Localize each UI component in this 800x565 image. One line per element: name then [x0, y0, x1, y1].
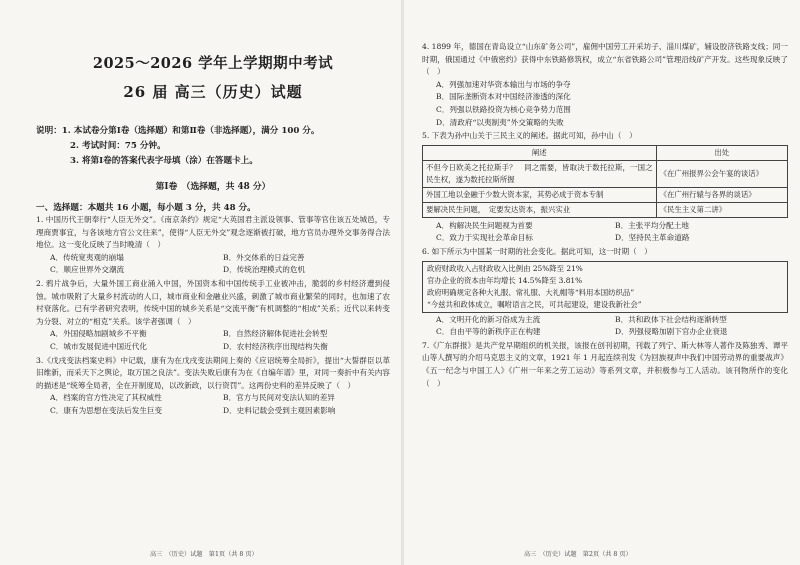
option-b: B．共和政体下社会结构逐渐转型 — [615, 314, 727, 324]
exam-title-year: 2025～2026 学年上学期期中考试 — [92, 55, 334, 72]
question-stem: 6. 如下所示为中国某一时期的社会变化。据此可知，这一时期（ ） — [422, 246, 652, 256]
question-5 — [422, 130, 788, 245]
box-line: 政府明确规定各种大礼服、常礼服、大礼帽等“料用本国纺织品” — [427, 287, 635, 297]
option-d: D．史料记载会受到主观因素影响 — [223, 405, 336, 415]
option-b: B．官方与民间对变法认知的差异 — [223, 393, 335, 403]
option-a: A．传统宽夷观的崩塌 — [50, 252, 124, 262]
option-c: C．城市发展促进中国近代化 — [50, 341, 147, 351]
table-header-source: 出处 — [656, 145, 787, 160]
table-row — [423, 160, 788, 187]
volume-heading: 第Ⅰ卷 （选择题，共 48 分） — [155, 182, 271, 192]
table-header-quote: 阐述 — [423, 145, 657, 160]
box-line: 政府财政收入占财政收入比例由 25%降至 21% — [427, 263, 583, 273]
option-b: B．外交体系的日益完善 — [223, 252, 305, 262]
table-row — [423, 187, 788, 202]
table-cell-source: 《民生主义第二讲》 — [656, 202, 787, 217]
option-c: C．康有为思想在变法后发生巨变 — [50, 405, 163, 415]
instruction-1: 说明：1. 本试卷分第Ⅰ卷（选择题）和第Ⅱ卷（非选择题），满分 100 分。 — [36, 126, 320, 136]
table-cell-quote: 外国工地以金融于少数大资本家，其势必成于资本专制 — [423, 187, 657, 202]
option-c: C．自由平等的新秩序正在构建 — [436, 327, 541, 337]
question-3 — [36, 355, 390, 418]
option-a: A．列强加速对华资本输出与市场的争夺 — [436, 79, 571, 89]
question-stem: 1. 中国历代王朝奉行“人臣无外交”。《南京条约》规定“大英国君主派设领事、管事等官住该五处城邑，专理商贾事宜，与各该地方官公文往来”，使得“人臣无外交”观念逐渐被打破，地方官员办理外交事务得合法地位。这一变化反映了当时晚清（ ） — [36, 215, 390, 250]
data-box — [422, 261, 788, 313]
page-footer: 高三 （历史）试题 第1页（共 8 页） — [150, 551, 258, 558]
box-line: 官办企业的资本由年均增长 14.5%降至 3.81% — [427, 275, 583, 285]
instruction-2: 2. 考试时间：75 分钟。 — [70, 141, 166, 151]
option-d: D．传统治理模式的危机 — [223, 265, 306, 275]
question-2 — [36, 278, 390, 354]
option-d: D．列强侵略加剧下官办企业衰退 — [615, 327, 728, 337]
question-stem: 2. 鸦片战争后，大量外国工商业涌入中国，外国资本和中国传统手工业被冲击，脆弱的乡村经济遭到侵蚀。城市吸附了大量乡村流动的人口，城市商业和金融业兴盛，刺激了城市商业繁荣的同时，也加速了农村衰落化。已有学者研究表明，传统中国的城乡关系是“交流平衡”有机调整的“相成”关系；近代以来转变为分裂、对立的“相克”关系。该学者强调（ ） — [36, 278, 390, 326]
option-d: D．清政府“以夷制夷”外交策略的失败 — [436, 117, 564, 127]
option-b: B．自然经济解体促进社会转型 — [223, 329, 328, 339]
question-4 — [422, 41, 788, 129]
option-a: A．文明开化的新习俗成为主流 — [436, 314, 541, 324]
question-stem: 4. 1899 年，德国在青岛设立“山东矿务公司”，雇佣中国劳工开采坊子、淄川煤矿，辅设胶济铁路支线；同一时期，俄国通过《中俄密约》获得中东铁路修筑权，成立“东省铁路公司”管理沿线矿产开发。这些现象反映了（ ） — [422, 42, 788, 77]
option-c: C．列强以铁路投资为核心竞争势力范围 — [436, 104, 571, 114]
option-a: A．构解决民生问题视为首要 — [436, 220, 533, 230]
table-cell-quote: 要解决民生问题， 定要发达资本，振兴实业 — [423, 202, 657, 217]
page-footer: 高三 （历史）试题 第2页（共 8 页） — [524, 551, 632, 558]
quote-table — [422, 145, 788, 218]
question-1 — [36, 214, 390, 277]
option-b: B．主张平均分配土地 — [615, 220, 689, 230]
question-stem: 3.《戊戌变法档案史料》中记载，康有为在戊戌变法期间上奏的《应诏统筹全局折》，提出“大誓群臣以革旧维新，而采天下之舆论，取万国之良法”。变法失败后康有为在《自编年谱》里，对同一奏折中有关内容的描述是“统筹全局者，全在开制度局，以改新政，以行资罚”。这两份史料的差异反映了（ ） — [36, 355, 390, 390]
exam-title-subject: 26 届 高三（历史）试题 — [123, 83, 303, 101]
exam-instructions — [36, 124, 390, 169]
option-d: D．坚持民主革命道路 — [615, 233, 690, 243]
table-cell-quote: 不但今日欧美之托拉斯手？ 同之需要，皆取决于数托拉斯，一国之民生权，遂为数托拉斯所握 — [423, 160, 657, 187]
question-stem: 5. 下表为孙中山关于三民主义的阐述。据此可知，孙中山（ ） — [422, 131, 637, 141]
table-cell-source: 《在广州报界公会午宴的谈话》 — [656, 160, 787, 187]
question-stem: 7.《广东群报》是共产党早期组织的机关报，该报在创刊初期，刊载了列宁、斯大林等人著作及陈独秀、谭平山等人撰写的介绍马克思主义的文章，1921 年 1 月起连续刊发《为回族视声中我们中国劳动界的重要战声》《五一纪念与中国工人》《广州一年来之劳工运动》等系列文章，并积极参与工人活动。该刊物所作的变化（ ） — [422, 340, 788, 388]
option-a: A．档案的官方性决定了其权威性 — [50, 393, 162, 403]
option-d: D．农村经济秩序出现结构失衡 — [223, 341, 328, 351]
question-7 — [422, 340, 788, 390]
section-heading: 一、选择题：本题共 16 小题，每小题 3 分，共 48 分。 — [36, 203, 256, 213]
exam-page-right — [404, 0, 800, 565]
table-cell-source: 《在广州行辕与各界的谈话》 — [656, 187, 787, 202]
option-c: C．顺应世界外交潮流 — [50, 265, 125, 275]
option-b: B．国际垄断资本对中国经济渗透的深化 — [436, 92, 571, 102]
table-row — [423, 202, 788, 217]
option-a: A．外国侵略加剧城乡不平衡 — [50, 329, 147, 339]
box-line: “今兹共和政体成立，嘱咐语言之民，可共起建设，建设我新社会” — [427, 299, 642, 309]
option-c: C．致力于实现社会革命目标 — [436, 233, 533, 243]
instruction-3: 3. 将第Ⅰ卷的答案代表字母填（涂）在答题卡上。 — [70, 156, 258, 166]
question-6 — [422, 246, 788, 339]
